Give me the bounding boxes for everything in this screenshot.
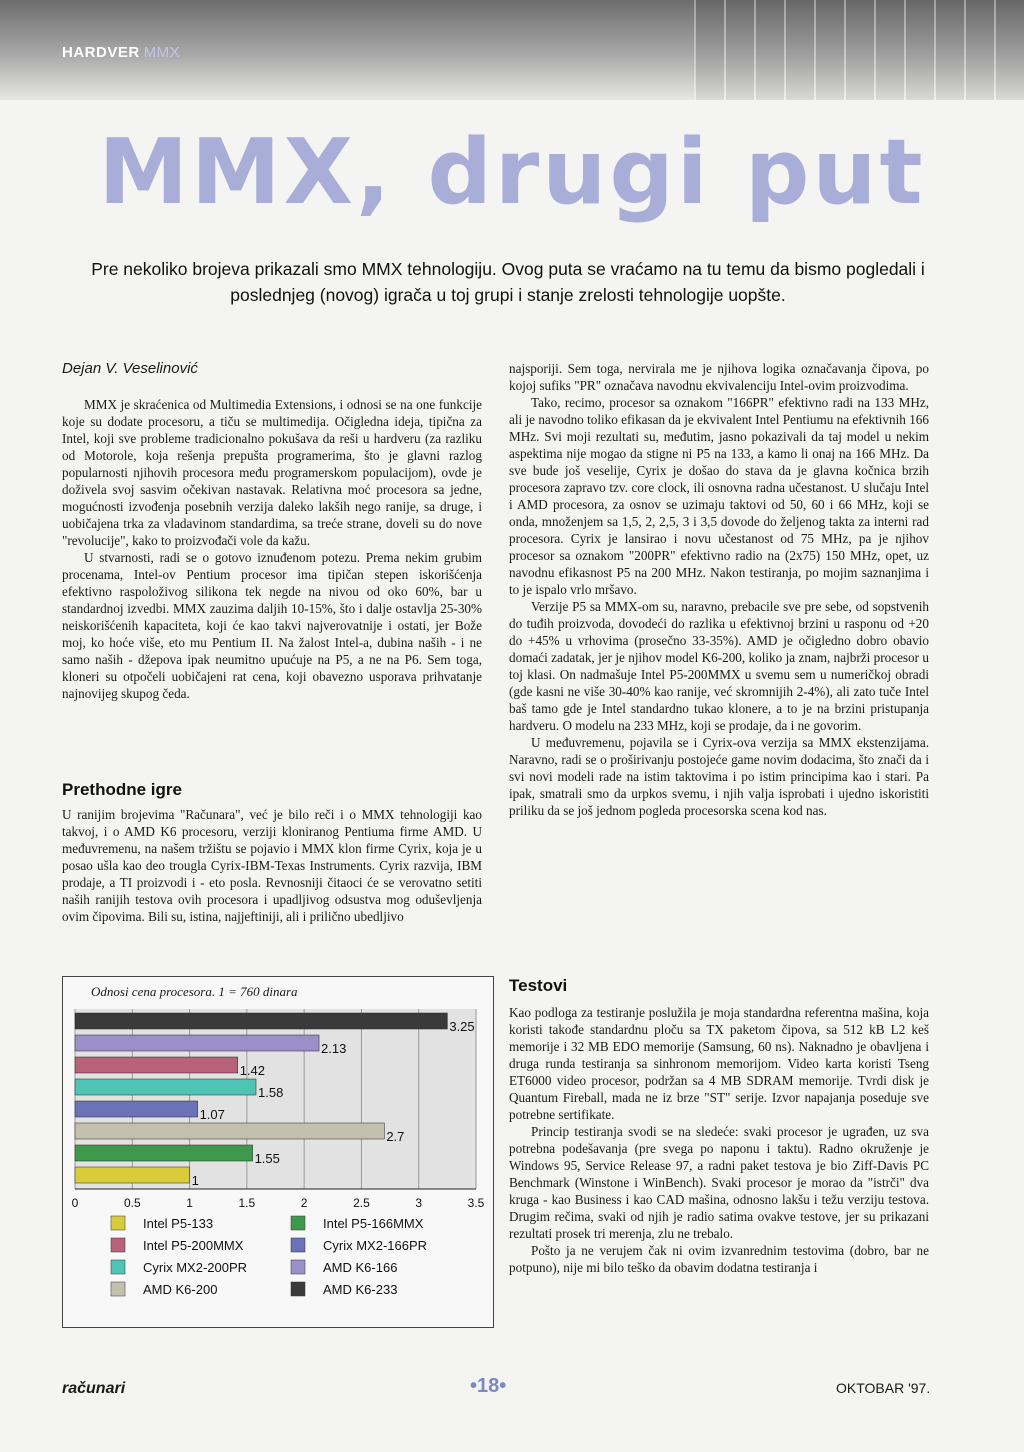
bar-value-label: 2.7 bbox=[386, 1129, 405, 1144]
bar bbox=[75, 1057, 238, 1073]
right-column bbox=[509, 360, 929, 819]
legend-swatch bbox=[291, 1282, 305, 1296]
left-column bbox=[62, 396, 482, 702]
subsection-label: MMX bbox=[143, 44, 181, 61]
article-title: MMX, drugi put bbox=[98, 120, 926, 225]
bar bbox=[75, 1035, 319, 1051]
right-column-2 bbox=[509, 1004, 929, 1276]
paragraph: Pošto ja ne verujem čak ni ovim izvanrednim testovima (dobro, bar ne potpuno), nije mi bilo teško da obavim dodatna testiranja i bbox=[509, 1243, 929, 1275]
legend-label: Cyrix MX2-166PR bbox=[323, 1238, 428, 1253]
issue-date: OKTOBAR '97. bbox=[836, 1380, 931, 1396]
article-lead: Pre nekoliko brojeva prikazali smo MMX tehnologiju. Ovog puta se vraćamo na tu temu da bismo pogledali i poslednjeg (novog) igrača u toj grupi i stanje zrelosti tehnologije uopšte. bbox=[91, 259, 925, 305]
bar bbox=[75, 1123, 384, 1139]
bar-value-label: 3.25 bbox=[449, 1019, 475, 1034]
legend-swatch bbox=[111, 1260, 125, 1274]
legend-swatch bbox=[111, 1216, 125, 1230]
x-tick-label: 3 bbox=[415, 1196, 423, 1210]
footer-brand: računari bbox=[62, 1380, 126, 1397]
legend-label: AMD K6-200 bbox=[143, 1282, 218, 1297]
legend-label: AMD K6-166 bbox=[323, 1260, 398, 1275]
paragraph: Princip testiranja svodi se na sledeće: svaki procesor je ugrađen, uz sva potrebna podešavanja (pre svega po naponu i taktu). Radno okruženje je Windows 95, Service Release 97, a radni paket testova je bio Ziff-Davis PC Benchmark (Winstone i WinBench). Svaki procesor je morao da "istrči" dva kruga - kao Business i kao CAD mašina, odnosno lakšu i težu verziju testova. Drugim rečima, svaki od njih je radio satima ovakve testove, jer su prikazani rezultati prosek tri merenja, zlu ne trebalo. bbox=[509, 1124, 929, 1241]
bar bbox=[75, 1101, 198, 1117]
price-chart bbox=[62, 976, 494, 1328]
legend-label: Intel P5-166MMX bbox=[323, 1216, 424, 1231]
x-tick-label: 2.5 bbox=[353, 1196, 370, 1210]
bar bbox=[75, 1167, 190, 1183]
left-column-2 bbox=[62, 806, 482, 925]
author: Dejan V. Veselinović bbox=[62, 360, 198, 377]
x-tick-label: 2 bbox=[300, 1196, 308, 1210]
bar bbox=[75, 1013, 447, 1029]
paragraph: Verzije P5 sa MMX-om su, naravno, prebacile sve pre sebe, od sopstvenih do tuđih proizvoda, dovodeći do razlika u efektivnoj brzini u rasponu od +20 do +45% u vrhovima (prosečno 33-35%). AMD je očigledno dobro obavio domaći zadatak, jer je njihov model K6-200, koliko ja znam, najbrži procesor u toj klasi. On nadmašuje Intel P5-200MMX u svemu sem u numeričkoj obradi (gde kasni ne više 30-40% kao ranije, već skromnijih 2-4%), ali zato tuče Intel baš tamo gde je Intel standardno tukao klonere, a to je na brzini pristupanja hardveru. O modelu na 233 MHz, koji se prodaje, da i ne govorim. bbox=[509, 599, 929, 733]
paragraph: Kao podloga za testiranje poslužila je moja standardna referentna mašina, koja koristi takođe standardnu ploču sa TX paketom čipova, sa 512 kB L2 keš memorije i 32 MB EDO memorije (Samsung, 60 ns). Naknadno je obavljena i druga runda testiranja sa sinhronom memorijom. Video karta koristi Tseng ET6000 video procesor, podržan sa 4 MB SDRAM memorije. Tvrdi disk je Quantum Fireball, mada ne iz brze "ST" serije. Izvor napajanja poseduje sve potrebne sertifikate. bbox=[509, 1005, 929, 1122]
bar-value-label: 1.42 bbox=[239, 1063, 266, 1078]
heading-prethodne-igre: Prethodne igre bbox=[62, 780, 182, 799]
bar-value-label: 1.07 bbox=[199, 1107, 225, 1122]
bar-value-label: 2.13 bbox=[321, 1041, 347, 1056]
paragraph: najsporiji. Sem toga, nervirala me je njihova logika označavanja čipova, po kojoj sufiks "PR" označava navodnu ekvivalenciju Intel-ovim proizvodima. bbox=[509, 361, 929, 393]
x-tick-label: 0 bbox=[71, 1196, 79, 1210]
bar-value-label: 1 bbox=[191, 1173, 199, 1188]
x-tick-label: 0.5 bbox=[123, 1196, 141, 1210]
legend-swatch bbox=[291, 1260, 305, 1274]
page-number: •18• bbox=[470, 1375, 507, 1397]
chart-svg bbox=[63, 977, 493, 1327]
legend-label: Intel P5-133 bbox=[143, 1216, 214, 1231]
legend-label: Intel P5-200MMX bbox=[143, 1238, 244, 1253]
x-tick-label: 1.5 bbox=[238, 1196, 256, 1210]
legend-swatch bbox=[111, 1238, 125, 1252]
paragraph: U međuvremenu, pojavila se i Cyrix-ova verzija sa MMX ekstenzijama. Naravno, radi se o proširivanju postojeće game novim dodacima, što znači da i svi novi modeli rade na istim taktovima i po istim principima kao i stari. Pa ipak, smatrali smo da urpkos svemu, i njih valja isprobati i ujedno iskoristiti priliku da se još jednom pogleda procesorska scena kod nas. bbox=[509, 735, 929, 818]
paragraph: Tako, recimo, procesor sa oznakom "166PR" efektivno radi na 133 MHz, ali je navodno toliko efikasan da je ekvivalent Intel Pentiumu na efektivnih 166 MHz. Svi moji rezultati su, međutim, jasno pokazivali da taj model u nekim aspektima nije mogao da stigne ni P5 na 133, a kamo li onaj na 166 MHz. Da sve bude još veselije, Cyrix je došao do stava da je glavna kočnica brzih procesora zapravo tzv. core clock, ili osnovna radna učestanost. U slučaju Intel i AMD procesora, za osnov se uzimaju taktovi od 50, 60 i 66 MHz, koji se onda, množenjem sa 1,5, 2, 2,5, 3 i 3,5 dovode do željenog takta za interni rad procesora. Cyrix je lansirao i novu učestanost od 75 MHz, pa je njihov procesor sa oznakom "200PR" efektivno radio na (2x75) 150 MHz, opet, uz navodnu efikasnost P5 na 200 MHz. Nakon testiranja, po mojim saznanjima i to je ispalo vrlo mršavo. bbox=[509, 395, 929, 597]
bar bbox=[75, 1145, 253, 1161]
bar-value-label: 1.55 bbox=[254, 1151, 280, 1166]
heading-testovi: Testovi bbox=[509, 976, 568, 995]
paragraph: U ranijim brojevima "Računara", već je bilo reči i o MMX tehnologiji kao takvoj, i o AMD K6 procesoru, verziji kloniranog Pentiuma firme AMD. U međuvremenu, na našem tržištu se pojavio i MMX klon firme Cyrix, koja je u posao ušla kao deo trougla Cyrix-IBM-Texas Instruments. Cyrix razvija, IBM prodaje, a TI proizvodi i - eto posla. Revnosniji čitaoci će se verovatno setiti naših ranijih testova ovih procesora i upadljivog odsustva mog oduševljenja ovim čipovima. Bili su, istina, najjeftiniji, ali i prilično ubedljivo bbox=[62, 807, 482, 924]
legend-label: AMD K6-233 bbox=[323, 1282, 398, 1297]
bar bbox=[75, 1079, 256, 1095]
chart-title: Odnosi cena procesora. 1 = 760 dinara bbox=[91, 984, 298, 999]
legend-label: Cyrix MX2-200PR bbox=[143, 1260, 248, 1275]
section-label: HARDVER MMX bbox=[62, 44, 181, 61]
x-tick-label: 1 bbox=[186, 1196, 193, 1210]
paragraph: U stvarnosti, radi se o gotovo iznuđenom potezu. Prema nekim grubim procenama, Intel-ov Pentium procesor ima tipičan stepen iskorišćenja efektivno raspoloživog silikona tek negde na nivou od oko 60%, bar u standardnoj izvedbi. MMX zauzima daljih 10-15%, što i dalje ostavlja 25-30% neiskorišćenih kapaciteta, koji će kao takvi najverovatnije i ostati, jer Bože moj, ko hoće više, eto mu Pentium II. Na žalost Intel-a, dubina naših - i ne samo naših - džepova ipak neumitno upućuje na P5, a ne na P6. Sem toga, kloneri su otpočeli uobičajeni rat cena, koji obavezno usporava prihvatanje najnovijeg skupog čeda. bbox=[62, 550, 482, 701]
x-tick-label: 3.5 bbox=[467, 1196, 485, 1210]
legend-swatch bbox=[291, 1216, 305, 1230]
bar-value-label: 1.58 bbox=[258, 1085, 284, 1100]
legend-swatch bbox=[111, 1282, 125, 1296]
paragraph: MMX je skraćenica od Multimedia Extensions, i odnosi se na one funkcije koje su dodate procesoru, a tiču se multimedija. Očigledna ideja, tipična za Intel, koji sve probleme tradicionalno pokušava da reši u hardveru (za razliku od Motorole, koja rešenja prepušta programerima, što je glavni razlog popularnosti njihovih procesora među programerskom populacijom), ovde je doživela svoj sasvim očekivan nastavak. Relativna moć procesora sa jedne, mogućnosti izvođenja posebnih verzija daleko lakših nego ranije, sa druge, i uobičajena trka za vladavinom standardima, sa treće strane, doveli su do nove "revolucije", kako to proizvođači vole da kažu. bbox=[62, 397, 482, 548]
legend-swatch bbox=[291, 1238, 305, 1252]
